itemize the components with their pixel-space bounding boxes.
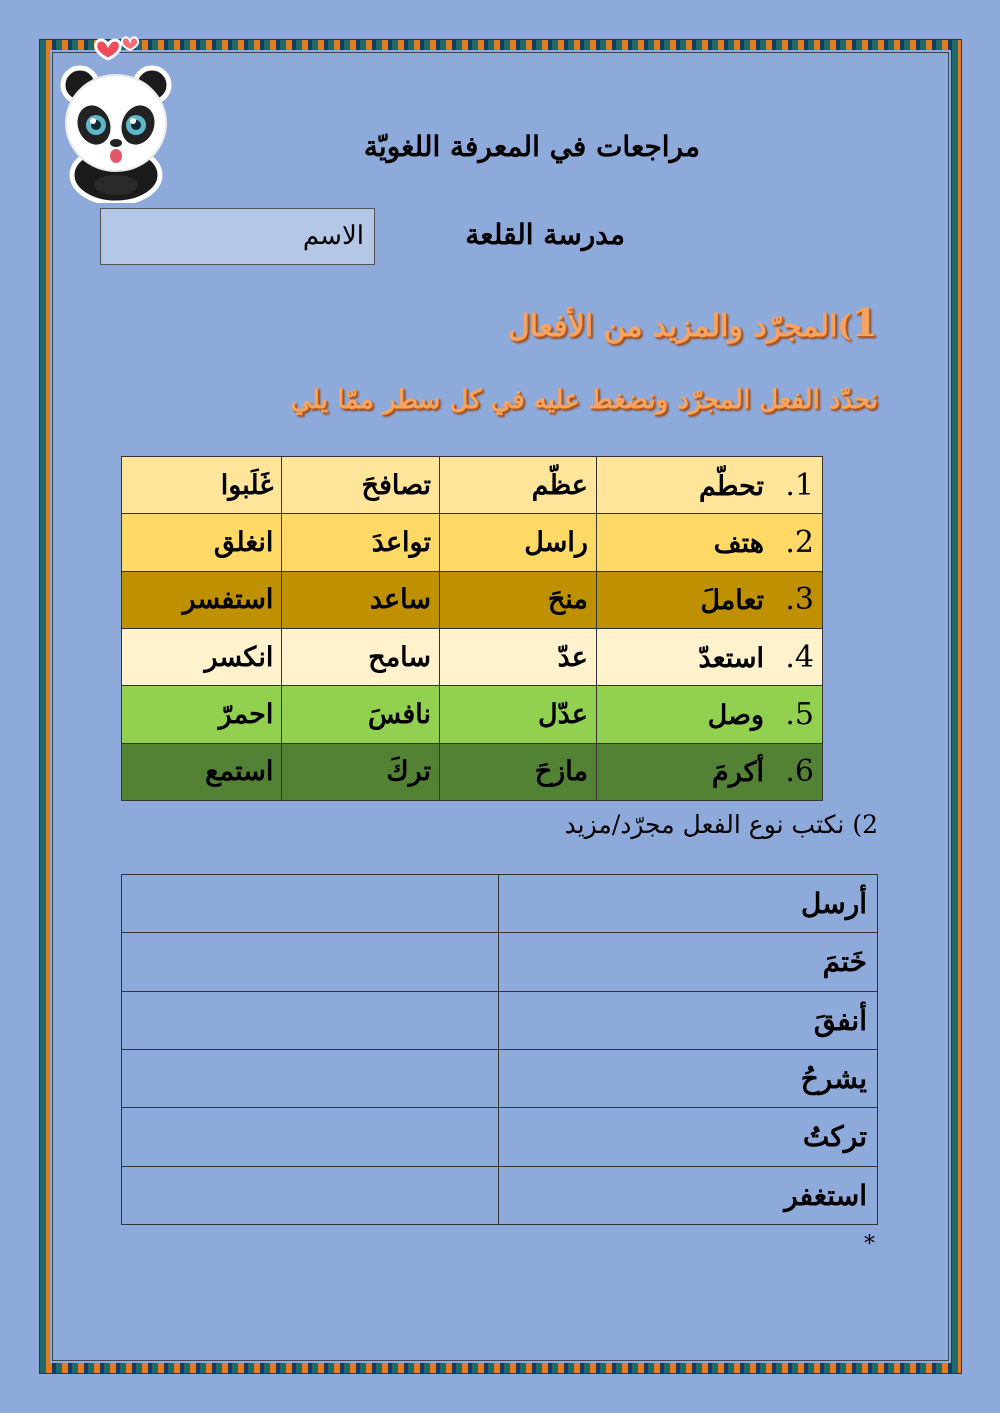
grid-verb-cell[interactable] xyxy=(440,457,597,514)
grid-verb-cell[interactable] xyxy=(440,514,597,571)
answer-cell[interactable] xyxy=(122,991,499,1049)
verb-cell: يشرحُ xyxy=(499,1049,878,1107)
row-number: 2. xyxy=(785,524,814,560)
verb-text: هتف xyxy=(713,527,764,559)
grid-verb-cell[interactable] xyxy=(596,457,822,514)
grid-verb-cell[interactable] xyxy=(440,628,597,685)
grid-row xyxy=(122,571,823,628)
verb-cell: أرسل xyxy=(499,875,878,933)
grid-row xyxy=(122,514,823,571)
verbs-grid xyxy=(121,456,823,801)
answer-cell[interactable] xyxy=(122,1108,499,1166)
table-row xyxy=(122,991,878,1049)
verb-text: وصل xyxy=(707,699,764,731)
section2-heading: 2) نكتب نوع الفعل مجرّد/مزيد xyxy=(564,810,878,839)
answer-cell[interactable] xyxy=(122,1049,499,1107)
section1-title: )المجرّد والمزيد من الأفعال xyxy=(507,309,852,344)
section1-number: 1 xyxy=(851,300,878,345)
grid-verb-cell[interactable] xyxy=(440,686,597,743)
table-row xyxy=(122,933,878,991)
verb-text: غَلَبوا xyxy=(220,469,274,501)
verb-cell: استغفر xyxy=(499,1166,878,1224)
verb-text: عظّم xyxy=(531,469,588,501)
row-number: 6. xyxy=(785,754,814,790)
verb-text: مازحَ xyxy=(534,756,588,788)
answer-cell[interactable] xyxy=(122,933,499,991)
verb-text: تركَ xyxy=(386,756,432,788)
grid-verb-cell[interactable] xyxy=(596,628,822,685)
grid-verb-cell[interactable] xyxy=(122,571,282,628)
grid-verb-cell[interactable] xyxy=(122,457,282,514)
grid-verb-cell[interactable] xyxy=(440,571,597,628)
verb-text: استفسر xyxy=(182,584,274,616)
grid-verb-cell[interactable] xyxy=(282,514,440,571)
verb-cell: خَتمَ xyxy=(499,933,878,991)
footer-mark: * xyxy=(864,1232,875,1257)
verb-text: استمع xyxy=(205,756,274,788)
grid-verb-cell[interactable] xyxy=(596,571,822,628)
name-label: الاسم xyxy=(302,221,364,251)
section1-heading xyxy=(508,300,878,345)
verb-text: سامح xyxy=(368,641,432,673)
grid-verb-cell[interactable] xyxy=(282,457,440,514)
verb-text: انغلق xyxy=(213,526,274,558)
table-row xyxy=(122,1166,878,1224)
name-field[interactable] xyxy=(100,208,375,265)
grid-row xyxy=(122,628,823,685)
grid-verb-cell[interactable] xyxy=(122,514,282,571)
grid-verb-cell[interactable] xyxy=(440,743,597,800)
verb-cell: أنفقَ xyxy=(499,991,878,1049)
grid-verb-cell[interactable] xyxy=(282,743,440,800)
verb-text: احمرّ xyxy=(218,698,274,730)
verb-text: تعاملَ xyxy=(700,585,764,617)
grid-verb-cell[interactable] xyxy=(596,743,822,800)
grid-verb-cell[interactable] xyxy=(122,743,282,800)
grid-row xyxy=(122,457,823,514)
verb-text: تصافحَ xyxy=(361,469,432,501)
verb-text: منحَ xyxy=(547,584,588,616)
verb-text: راسل xyxy=(524,526,588,558)
answer-cell[interactable] xyxy=(122,1166,499,1224)
verb-text: انكسر xyxy=(204,641,274,673)
table-row xyxy=(122,1108,878,1166)
verb-type-table xyxy=(121,874,878,1225)
table-row xyxy=(122,875,878,933)
row-number: 1. xyxy=(785,467,814,503)
row-number: 5. xyxy=(785,696,814,732)
school-name: مدرسة القلعة xyxy=(465,218,625,251)
grid-row xyxy=(122,743,823,800)
verb-cell: تركتُ xyxy=(499,1108,878,1166)
grid-verb-cell[interactable] xyxy=(122,628,282,685)
verb-text: عدّ xyxy=(557,641,588,673)
verb-text: تواعدَ xyxy=(371,526,432,558)
verb-text: استعدّ xyxy=(698,642,764,674)
verb-text: نافسَ xyxy=(367,698,432,730)
verb-text: تحطّم xyxy=(698,470,764,502)
table-row xyxy=(122,1049,878,1107)
row-number: 3. xyxy=(785,582,814,618)
grid-verb-cell[interactable] xyxy=(282,571,440,628)
grid-verb-cell[interactable] xyxy=(596,514,822,571)
section1-instruction: نحدّد الفعل المجرّد ونضغط عليه في كل سطر ممّا يلي xyxy=(290,385,878,415)
grid-verb-cell[interactable] xyxy=(596,686,822,743)
verb-text: عدّل xyxy=(538,698,588,730)
page-title: مراجعات في المعرفة اللغويّة xyxy=(363,130,700,163)
panda-sticker-icon xyxy=(60,35,172,203)
grid-verb-cell[interactable] xyxy=(282,686,440,743)
grid-verb-cell[interactable] xyxy=(122,686,282,743)
grid-row xyxy=(122,686,823,743)
row-number: 4. xyxy=(785,639,814,675)
grid-verb-cell[interactable] xyxy=(282,628,440,685)
verb-text: ساعد xyxy=(369,584,432,616)
verb-text: أكرمَ xyxy=(712,757,764,789)
answer-cell[interactable] xyxy=(122,875,499,933)
